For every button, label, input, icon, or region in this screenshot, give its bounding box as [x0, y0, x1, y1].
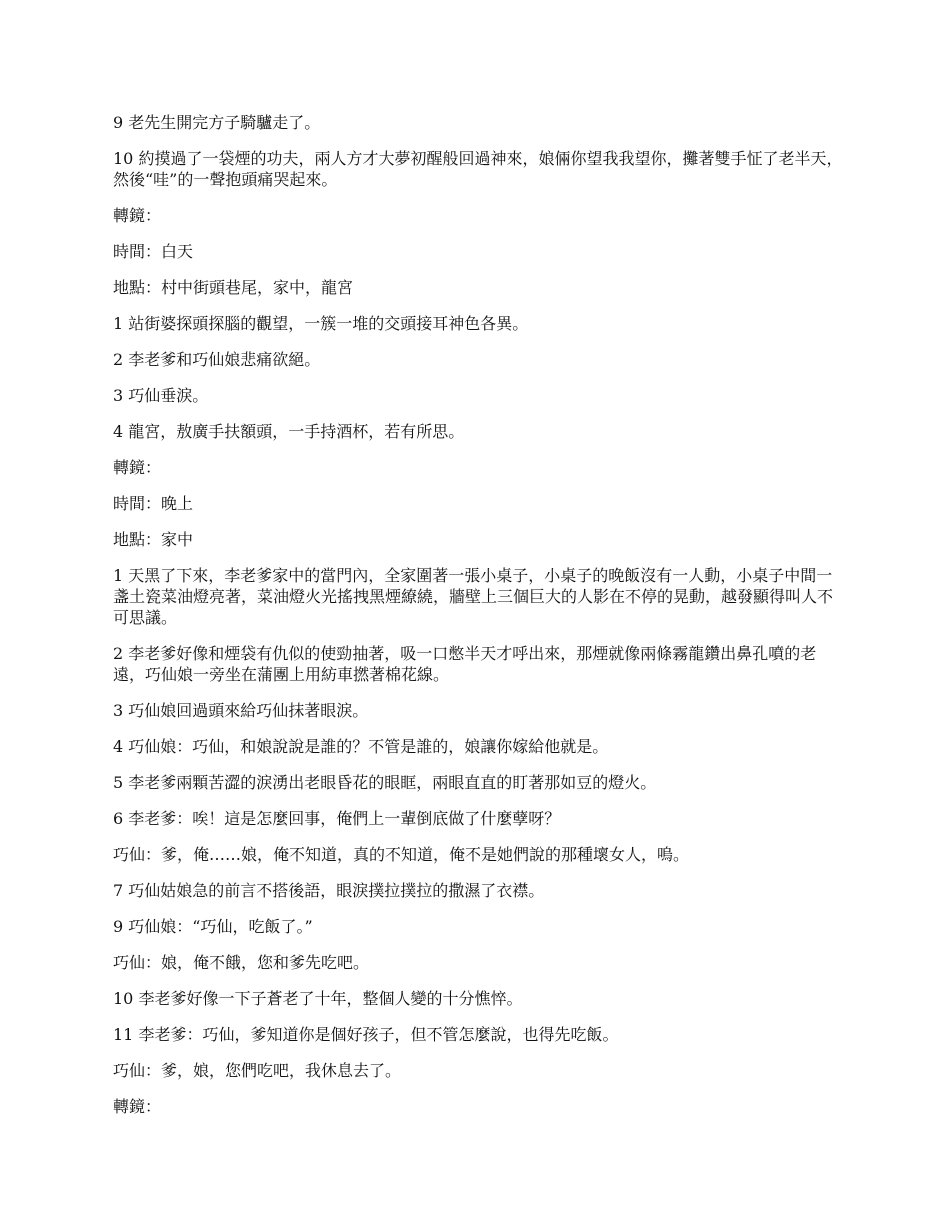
- paragraph: 7 巧仙姑娘急的前言不搭後語，眼淚撲拉撲拉的撒濕了衣襟。: [113, 881, 545, 900]
- paragraph: 2 李老爹和巧仙娘悲痛欲絕。: [113, 350, 321, 369]
- paragraph: 2 李老爹好像和煙袋有仇似的使勁抽著，吸一口憋半天才呼出來，那煙就像兩條霧龍鑽出鼻孔噴的老遠，巧仙娘一旁坐在蒲團上用紡車撚著棉花線。: [113, 644, 817, 684]
- paragraph: 10 李老爹好像一下子蒼老了十年，整個人變的十分憔悴。: [113, 989, 523, 1008]
- paragraph: 3 巧仙娘回過頭來給巧仙抹著眼淚。: [113, 701, 369, 720]
- dialogue-line: 巧仙：爹，俺……娘，俺不知道，真的不知道，俺不是她們說的那種壞女人，嗚。: [113, 845, 690, 864]
- scene-transition: 轉鏡：: [113, 458, 162, 477]
- paragraph: 4 龍宮，敖廣手扶額頭，一手持酒杯，若有所思。: [113, 422, 465, 441]
- dialogue-line: 巧仙：娘，俺不餓，您和爹先吃吧。: [113, 953, 370, 972]
- dialogue-line: 11 李老爹：巧仙，爹知道你是個好孩子，但不管怎麼說，也得先吃飯。: [113, 1025, 619, 1044]
- paragraph: 9 老先生開完方子騎驢走了。: [113, 113, 321, 132]
- dialogue-line: 6 李老爹：唉！這是怎麼回事，俺們上一輩倒底做了什麼孽呀？: [113, 809, 561, 828]
- paragraph: 1 站街婆探頭探腦的觀望，一簇一堆的交頭接耳神色各異。: [113, 314, 529, 333]
- paragraph: 1 天黑了下來，李老爹家中的當門內，全家圍著一張小桌子，小桌子的晚飯沒有一人動，小桌子中間一盞土瓷菜油燈亮著，菜油燈火光搖拽黑煙繚繞，牆壁上三個巨大的人影在不停的晃動，越發顯得叫人不可思議。: [113, 566, 834, 627]
- scene-location: 地點：家中: [113, 530, 194, 549]
- paragraph: 10 約摸過了一袋煙的功夫，兩人方才大夢初醒般回過神來，娘倆你望我我望你，攤著雙手怔了老半天，然後“哇”的一聲抱頭痛哭起來。: [113, 149, 843, 189]
- paragraph: 5 李老爹兩顆苦澀的淚湧出老眼昏花的眼眶，兩眼直直的盯著那如豆的燈火。: [113, 773, 657, 792]
- dialogue-line: 9 巧仙娘：“巧仙，吃飯了。”: [113, 917, 313, 936]
- scene-transition: 轉鏡：: [113, 1097, 162, 1116]
- scene-time: 時間：白天: [113, 242, 194, 261]
- scene-time: 時間：晚上: [113, 494, 194, 513]
- document-body: [113, 112, 843, 1132]
- dialogue-line: 4 巧仙娘：巧仙，和娘說說是誰的？不管是誰的，娘讓你嫁給他就是。: [113, 737, 609, 756]
- dialogue-line: 巧仙：爹，娘，您們吃吧，我休息去了。: [113, 1061, 402, 1080]
- paragraph: 3 巧仙垂淚。: [113, 386, 209, 405]
- scene-transition: 轉鏡：: [113, 206, 162, 225]
- scene-location: 地點：村中街頭巷尾，家中，龍宮: [113, 278, 354, 297]
